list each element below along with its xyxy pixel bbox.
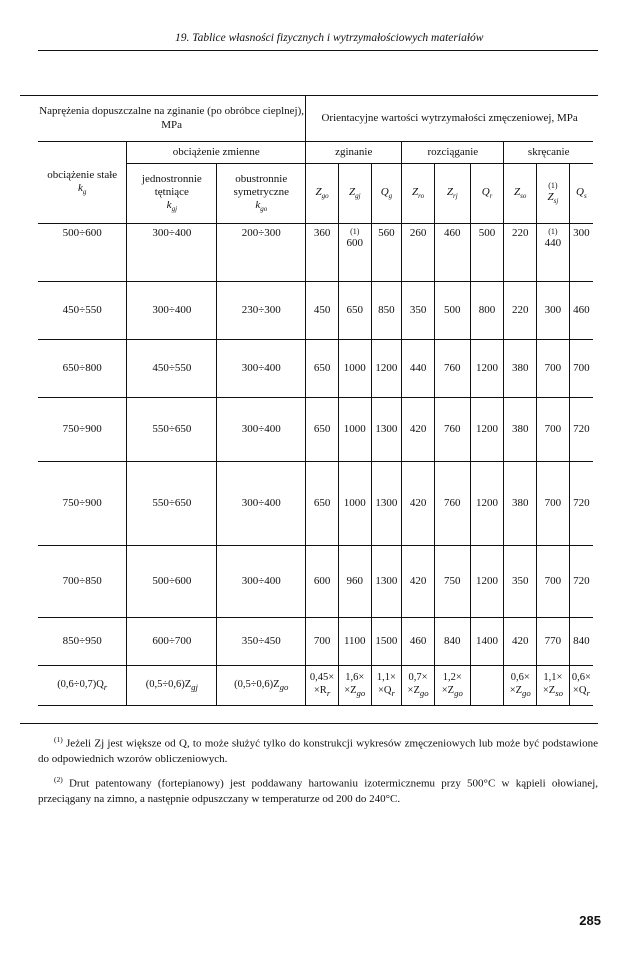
running-header: 19. Tablice własności fizycznych i wytrzymałościowych materiałów: [175, 32, 484, 44]
cell: 700: [537, 462, 570, 546]
cell: 700: [537, 340, 570, 398]
cell: [470, 666, 504, 706]
cell: 350÷450: [217, 618, 306, 666]
sym-header: $Z_{gj}$: [338, 164, 371, 224]
cell: 1200: [470, 546, 504, 618]
cell: 0,6× $\times Q_r$: [569, 666, 593, 706]
cell: 550÷650: [127, 398, 217, 462]
page-number: 285: [579, 913, 601, 928]
cell: 700: [537, 546, 570, 618]
cell: 720: [569, 462, 593, 546]
cell: 1200: [470, 462, 504, 546]
table-row: [38, 546, 593, 618]
table-header-row-1: [38, 96, 593, 142]
table-row: [38, 282, 593, 340]
cell: 720: [569, 398, 593, 462]
cell: 0,7× $\times Z_{go}$: [402, 666, 435, 706]
cell: 650: [306, 398, 339, 462]
footnote-1: $^{(1)}$ Jeżeli Zj jest większe od Q, to może służyć tylko do konstrukcji wykresów zmęczeniowych lub może być podstawione do odpowiednich wzorów obliczeniowych.: [38, 735, 598, 765]
cell: $(0,6\div 0,7)Q_r$: [38, 666, 127, 706]
col-header-variable-load: obciążenie zmienne: [127, 142, 306, 164]
cell: 0,45× $\times R_r$: [306, 666, 339, 706]
col-header-bending: zginanie: [306, 142, 402, 164]
cell: 360: [306, 224, 339, 282]
cell: 450÷550: [127, 340, 217, 398]
cell: 1300: [371, 462, 402, 546]
cell: (1) 600: [338, 224, 371, 282]
cell: 440: [402, 340, 435, 398]
col-header-torsion: skręcanie: [504, 142, 593, 164]
cell: 380: [504, 398, 537, 462]
cell: 460: [434, 224, 470, 282]
header-rule: [38, 50, 598, 51]
cell: 760: [434, 340, 470, 398]
col-header-alternating: obustronnie symetryczne $k_{go}$: [217, 164, 306, 224]
cell: 1400: [470, 618, 504, 666]
cell: 750÷900: [38, 462, 127, 546]
cell: 1000: [338, 340, 371, 398]
cell: 960: [338, 546, 371, 618]
cell: 420: [402, 398, 435, 462]
cell: 230÷300: [217, 282, 306, 340]
cell: 460: [569, 282, 593, 340]
cell: 220: [504, 224, 537, 282]
cell: 500: [470, 224, 504, 282]
sym-header: $Q_r$: [470, 164, 504, 224]
sym-header: $Z_{go}$: [306, 164, 339, 224]
table-row: [38, 340, 593, 398]
cell: 1,1× $\times Q_r$: [371, 666, 402, 706]
cell: 380: [504, 462, 537, 546]
cell: 0,6× $\times Z_{go}$: [504, 666, 537, 706]
sym-header: $Q_s$: [569, 164, 593, 224]
table-row-formulas: [38, 666, 593, 706]
cell: 1000: [338, 462, 371, 546]
cell: 600: [306, 546, 339, 618]
cell: 1100: [338, 618, 371, 666]
cell: 840: [434, 618, 470, 666]
sym-header: $Q_g$: [371, 164, 402, 224]
cell: 650: [306, 462, 339, 546]
cell: 750: [434, 546, 470, 618]
cell: 700: [306, 618, 339, 666]
cell: 1500: [371, 618, 402, 666]
cell: 380: [504, 340, 537, 398]
cell: 300÷400: [217, 340, 306, 398]
cell: 760: [434, 398, 470, 462]
cell: 840: [569, 618, 593, 666]
cell: 420: [402, 546, 435, 618]
table-row: [38, 398, 593, 462]
cell: 700: [537, 398, 570, 462]
cell: 220: [504, 282, 537, 340]
cell: 1,2× $\times Z_{go}$: [434, 666, 470, 706]
cell: 850: [371, 282, 402, 340]
cell: 700÷850: [38, 546, 127, 618]
sym-header: $Z_{rj}$: [434, 164, 470, 224]
group-header-allowable-stress: Naprężenia dopuszczalne na zginanie (po obróbce cieplnej), MPa: [38, 96, 306, 142]
cell: 300÷400: [217, 546, 306, 618]
cell: 500÷600: [38, 224, 127, 282]
cell: 850÷950: [38, 618, 127, 666]
cell: 300÷400: [217, 398, 306, 462]
cell: 300÷400: [127, 282, 217, 340]
sym-header: (1) $Z_{sj}$: [537, 164, 570, 224]
cell: 420: [402, 462, 435, 546]
cell: 650: [306, 340, 339, 398]
cell: 750÷900: [38, 398, 127, 462]
col-header-tension: rozciąganie: [402, 142, 504, 164]
cell: 760: [434, 462, 470, 546]
group-header-fatigue-strength: Orientacyjne wartości wytrzymałości zmęczeniowej, MPa: [306, 96, 593, 142]
cell: 300: [537, 282, 570, 340]
sym-header: $Z_{ro}$: [402, 164, 435, 224]
cell: 500: [434, 282, 470, 340]
col-header-static-load: obciążenie stałe $k_g$: [38, 142, 127, 224]
cell: 1300: [371, 546, 402, 618]
cell: 1200: [470, 398, 504, 462]
cell: 1200: [371, 340, 402, 398]
cell: 1200: [470, 340, 504, 398]
table-row: [38, 618, 593, 666]
cell: 770: [537, 618, 570, 666]
cell: 550÷650: [127, 462, 217, 546]
cell: 800: [470, 282, 504, 340]
cell: 1,6× $\times Z_{go}$: [338, 666, 371, 706]
cell: $(0,5\div 0,6)Z_{go}$: [217, 666, 306, 706]
cell: 350: [504, 546, 537, 618]
cell: 1,1× $\times Z_{so}$: [537, 666, 570, 706]
table-row: [38, 224, 593, 282]
cell: 560: [371, 224, 402, 282]
cell: 600÷700: [127, 618, 217, 666]
table-bottom-rule: [20, 723, 598, 724]
cell: 700: [569, 340, 593, 398]
cell: 200÷300: [217, 224, 306, 282]
fatigue-strength-table: [38, 95, 593, 706]
cell: 720: [569, 546, 593, 618]
cell: 650: [338, 282, 371, 340]
cell: 450÷550: [38, 282, 127, 340]
cell: 300: [569, 224, 593, 282]
footnote-2: $^{(2)}$ Drut patentowany (fortepianowy) jest poddawany hartowaniu izotermicznemu przy 500°C w kąpieli ołowianej, przeciągany na zimno, a następnie odpuszczany w temperaturze od 200 do 240°C.: [38, 775, 598, 805]
cell: 1300: [371, 398, 402, 462]
cell: 350: [402, 282, 435, 340]
cell: (1) 440: [537, 224, 570, 282]
cell: 500÷600: [127, 546, 217, 618]
cell: 420: [504, 618, 537, 666]
cell: 1000: [338, 398, 371, 462]
col-header-pulsating: jednostronnie tętniące $k_{gj}$: [127, 164, 217, 224]
sym-header: $Z_{so}$: [504, 164, 537, 224]
cell: $(0,5\div 0,6)Z_{gj}$: [127, 666, 217, 706]
table-row: [38, 462, 593, 546]
cell: 460: [402, 618, 435, 666]
cell: 450: [306, 282, 339, 340]
cell: 300÷400: [127, 224, 217, 282]
cell: 260: [402, 224, 435, 282]
cell: 650÷800: [38, 340, 127, 398]
table-header-row-2: [38, 142, 593, 164]
cell: 300÷400: [217, 462, 306, 546]
